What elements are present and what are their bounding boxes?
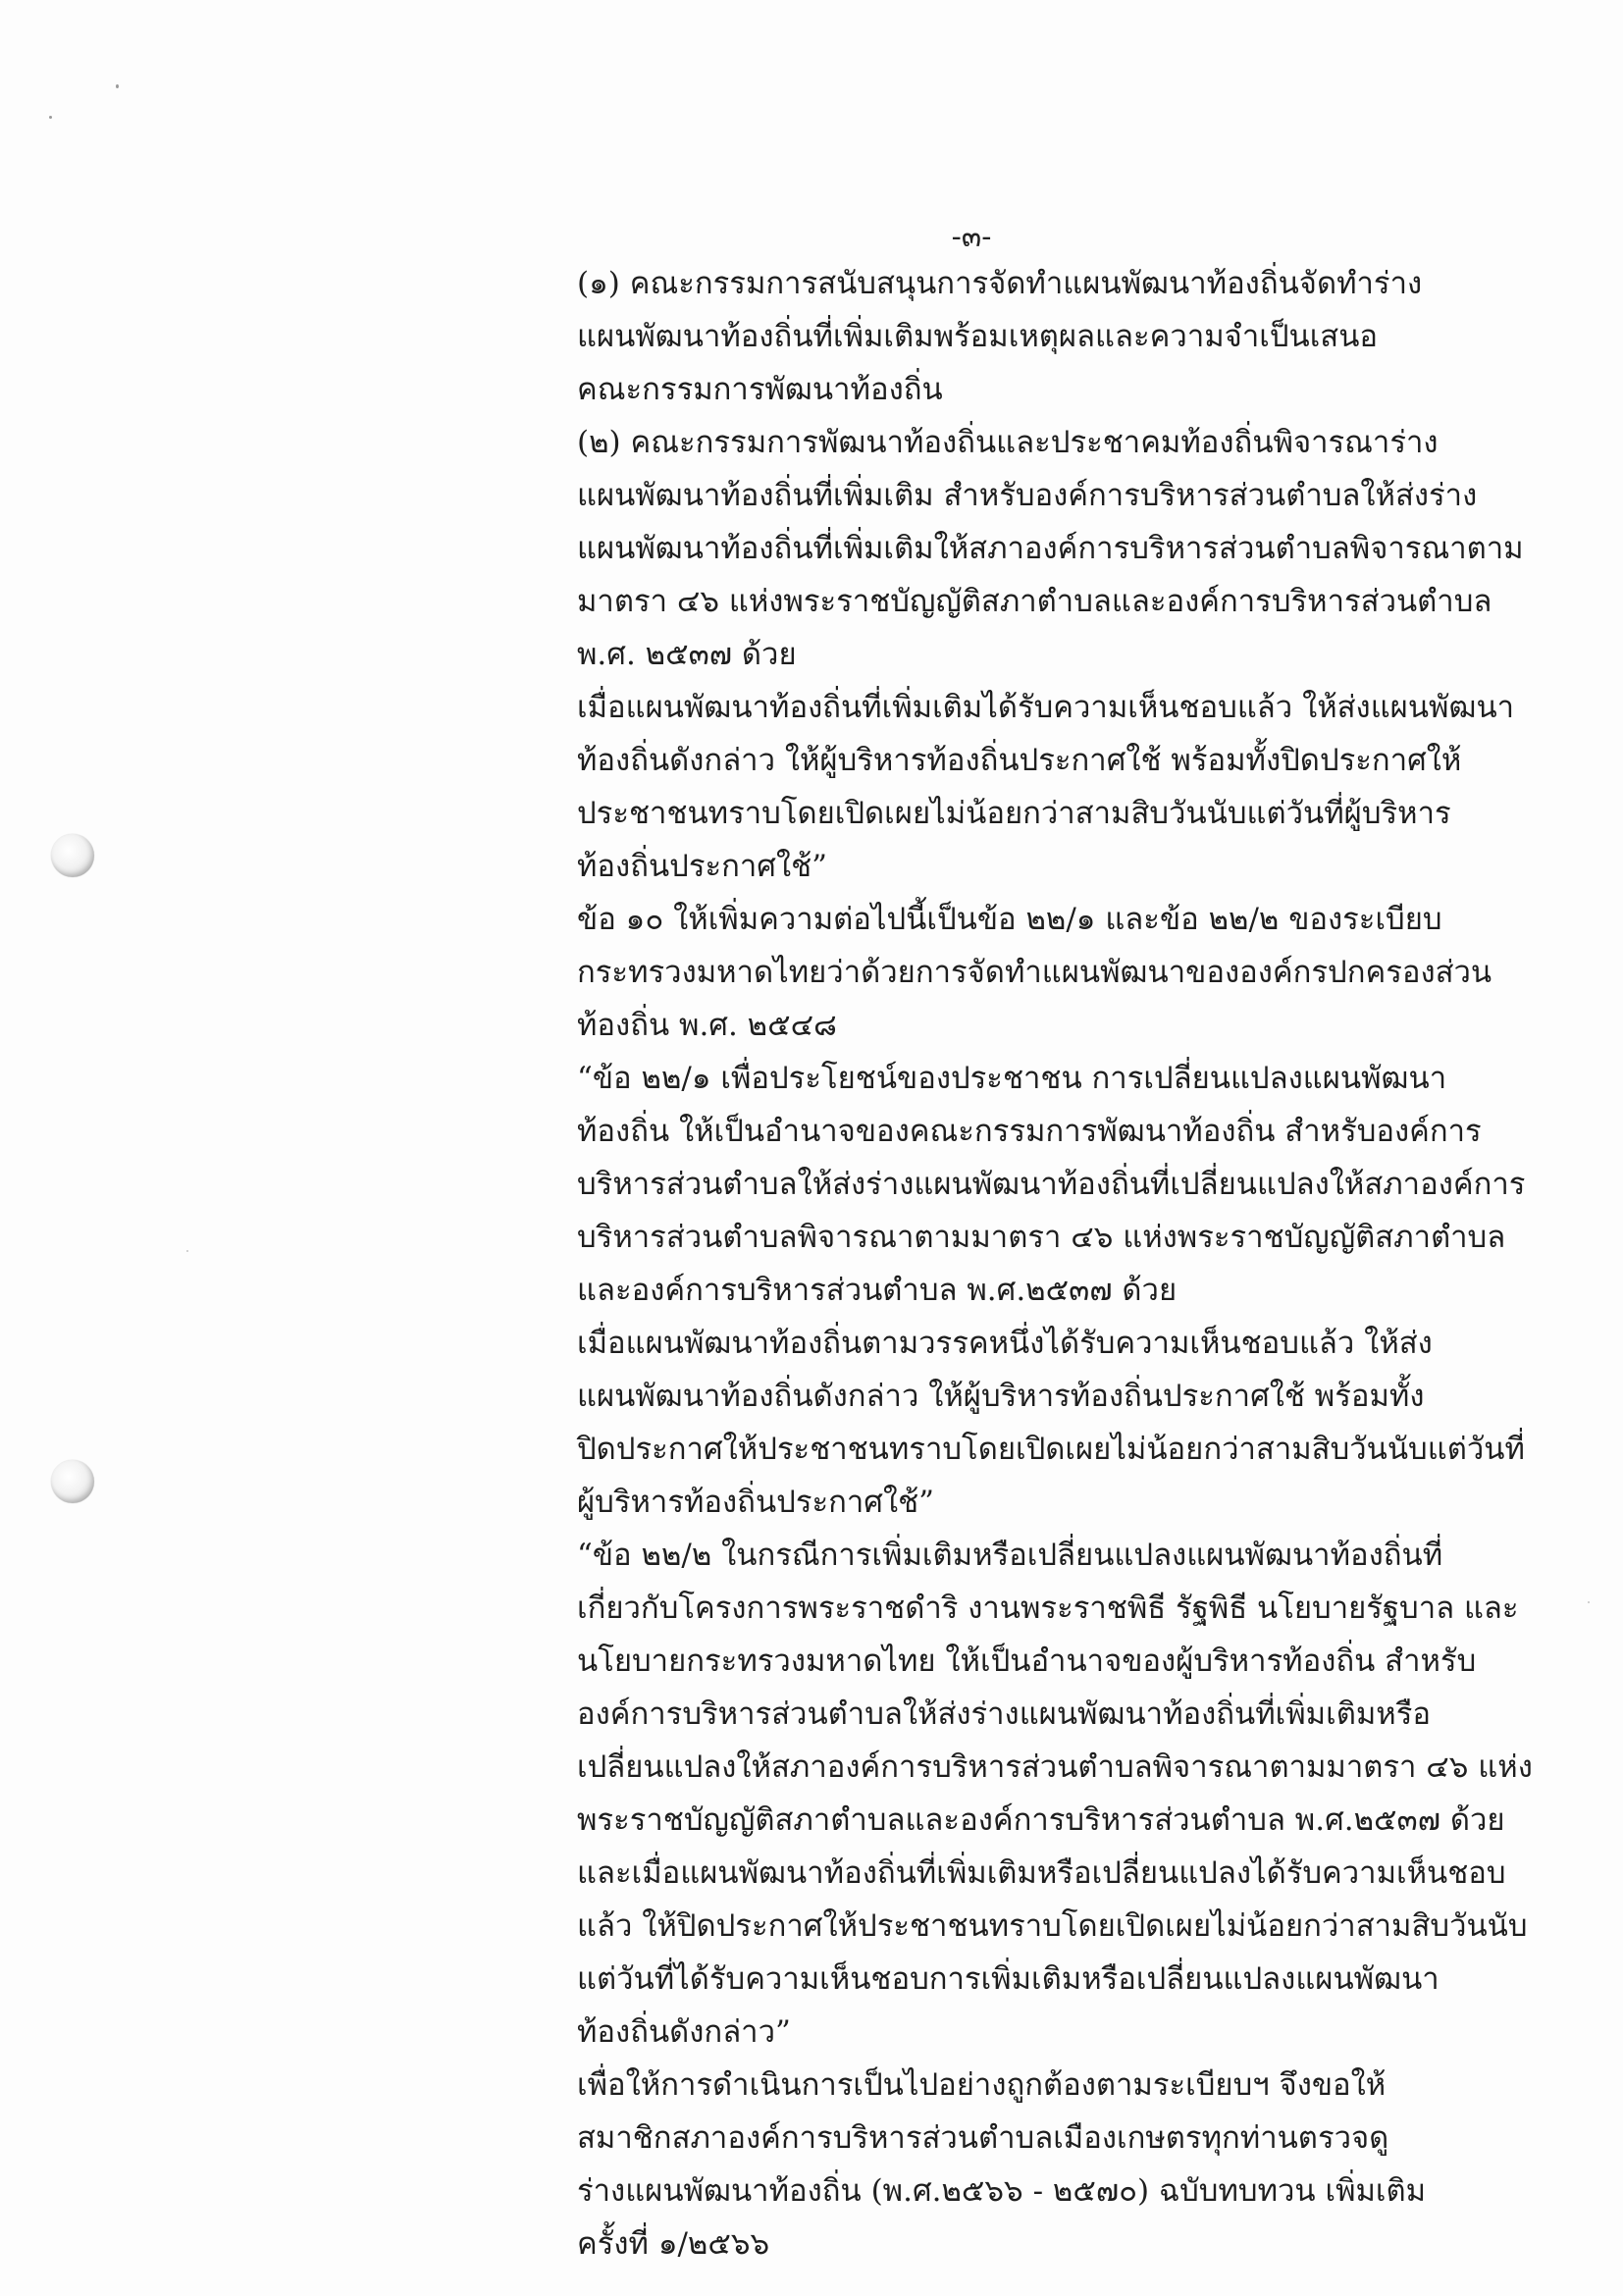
- text-line: ครั้งที่ ๑/๒๕๖๖: [577, 2226, 770, 2262]
- text-line: (๑) คณะกรรมการสนับสนุนการจัดทำแผนพัฒนาท้องถิ่นจัดทำร่าง: [577, 266, 1423, 301]
- text-line: แผนพัฒนาท้องถิ่นที่เพิ่มเติมพร้อมเหตุผลและความจำเป็นเสนอ: [577, 319, 1379, 354]
- text-line: (๒) คณะกรรมการพัฒนาท้องถิ่นและประชาคมท้องถิ่นพิจารณาร่าง: [577, 425, 1439, 460]
- text-line: แต่วันที่ได้รับความเห็นชอบการเพิ่มเติมหรือเปลี่ยนแปลงแผนพัฒนา: [577, 1961, 1440, 1997]
- text-line: พระราชบัญญัติสภาตำบลและองค์การบริหารส่วนตำบล พ.ศ.๒๕๓๗ ด้วย: [577, 1802, 1505, 1838]
- text-line: เมื่อแผนพัฒนาท้องถิ่นตามวรรคหนึ่งได้รับความเห็นชอบแล้ว ให้ส่ง: [577, 1326, 1433, 1361]
- punch-hole: [51, 1460, 94, 1503]
- text-line: บริหารส่วนตำบลพิจารณาตามมาตรา ๔๖ แห่งพระราชบัญญัติสภาตำบล: [577, 1220, 1506, 1255]
- text-line: “ข้อ ๒๒/๒ ในกรณีการเพิ่มเติมหรือเปลี่ยนแปลงแผนพัฒนาท้องถิ่นที่: [577, 1538, 1443, 1573]
- text-line: แผนพัฒนาท้องถิ่นดังกล่าว ให้ผู้บริหารท้องถิ่นประกาศใช้ พร้อมทั้ง: [577, 1379, 1425, 1414]
- text-line: และองค์การบริหารส่วนตำบล พ.ศ.๒๕๓๗ ด้วย: [577, 1273, 1178, 1308]
- text-line: ท้องถิ่น ให้เป็นอำนาจของคณะกรรมการพัฒนาท้องถิ่น สำหรับองค์การ: [577, 1114, 1482, 1149]
- text-line: พ.ศ. ๒๕๓๗ ด้วย: [577, 637, 797, 672]
- text-line: ท้องถิ่น พ.ศ. ๒๕๔๘: [577, 1008, 837, 1043]
- text-line: ท้องถิ่นดังกล่าว ให้ผู้บริหารท้องถิ่นประกาศใช้ พร้อมทั้งปิดประกาศให้: [577, 743, 1462, 778]
- text-line: เปลี่ยนแปลงให้สภาองค์การบริหารส่วนตำบลพิจารณาตามมาตรา ๔๖ แห่ง: [577, 1749, 1533, 1785]
- text-line: คณะกรรมการพัฒนาท้องถิ่น: [577, 372, 943, 407]
- text-line: นโยบายกระทรวงมหาดไทย ให้เป็นอำนาจของผู้บริหารท้องถิ่น สำหรับ: [577, 1644, 1477, 1679]
- text-line: ประชาชนทราบโดยเปิดเผยไม่น้อยกว่าสามสิบวันนับแต่วันที่ผู้บริหาร: [577, 796, 1451, 831]
- text-line: บริหารส่วนตำบลให้ส่งร่างแผนพัฒนาท้องถิ่นที่เปลี่ยนแปลงให้สภาองค์การ: [577, 1167, 1526, 1202]
- text-line: ท้องถิ่นดังกล่าว”: [577, 2014, 791, 2050]
- text-line: ข้อ ๑๐ ให้เพิ่มความต่อไปนี้เป็นข้อ ๒๒/๑ และข้อ ๒๒/๒ ของระเบียบ: [577, 902, 1442, 937]
- text-line: ปิดประกาศให้ประชาชนทราบโดยเปิดเผยไม่น้อยกว่าสามสิบวันนับแต่วันที่: [577, 1432, 1525, 1467]
- text-line: ร่างแผนพัฒนาท้องถิ่น (พ.ศ.๒๕๖๖ - ๒๕๗๐) ฉบับทบทวน เพิ่มเติม: [577, 2173, 1427, 2209]
- text-line: เพื่อให้การดำเนินการเป็นไปอย่างถูกต้องตามระเบียบฯ จึงขอให้: [577, 2067, 1387, 2103]
- text-line: มาตรา ๔๖ แห่งพระราชบัญญัติสภาตำบลและองค์การบริหารส่วนตำบล: [577, 584, 1492, 619]
- document-body: [577, 257, 1533, 2270]
- text-line: องค์การบริหารส่วนตำบลให้ส่งร่างแผนพัฒนาท้องถิ่นที่เพิ่มเติมหรือ: [577, 1696, 1431, 1732]
- text-line: และเมื่อแผนพัฒนาท้องถิ่นที่เพิ่มเติมหรือเปลี่ยนแปลงได้รับความเห็นชอบ: [577, 1855, 1506, 1891]
- scan-speck: [116, 84, 119, 88]
- scan-speck: [186, 1250, 188, 1252]
- text-line: เกี่ยวกับโครงการพระราชดำริ งานพระราชพิธี รัฐพิธี นโยบายรัฐบาล และ: [577, 1591, 1519, 1626]
- text-line: ท้องถิ่นประกาศใช้”: [577, 849, 828, 884]
- text-line: แผนพัฒนาท้องถิ่นที่เพิ่มเติม สำหรับองค์การบริหารส่วนตำบลให้ส่งร่าง: [577, 478, 1478, 513]
- text-line: แผนพัฒนาท้องถิ่นที่เพิ่มเติมให้สภาองค์การบริหารส่วนตำบลพิจารณาตาม: [577, 531, 1524, 566]
- scan-speck: [49, 116, 52, 119]
- text-line: สมาชิกสภาองค์การบริหารส่วนตำบลเมืองเกษตรทุกท่านตรวจดู: [577, 2120, 1389, 2156]
- text-line: เมื่อแผนพัฒนาท้องถิ่นที่เพิ่มเติมได้รับความเห็นชอบแล้ว ให้ส่งแผนพัฒนา: [577, 690, 1515, 725]
- scan-speck: [1588, 1601, 1590, 1603]
- text-line: ผู้บริหารท้องถิ่นประกาศใช้”: [577, 1485, 934, 1520]
- text-line: แล้ว ให้ปิดประกาศให้ประชาชนทราบโดยเปิดเผยไม่น้อยกว่าสามสิบวันนับ: [577, 1908, 1528, 1944]
- text-line: กระทรวงมหาดไทยว่าด้วยการจัดทำแผนพัฒนาขององค์กรปกครองส่วน: [577, 955, 1492, 990]
- page-number: -๓-: [951, 220, 992, 254]
- punch-hole: [51, 834, 94, 877]
- text-line: “ข้อ ๒๒/๑ เพื่อประโยชน์ของประชาชน การเปลี่ยนแปลงแผนพัฒนา: [577, 1061, 1447, 1096]
